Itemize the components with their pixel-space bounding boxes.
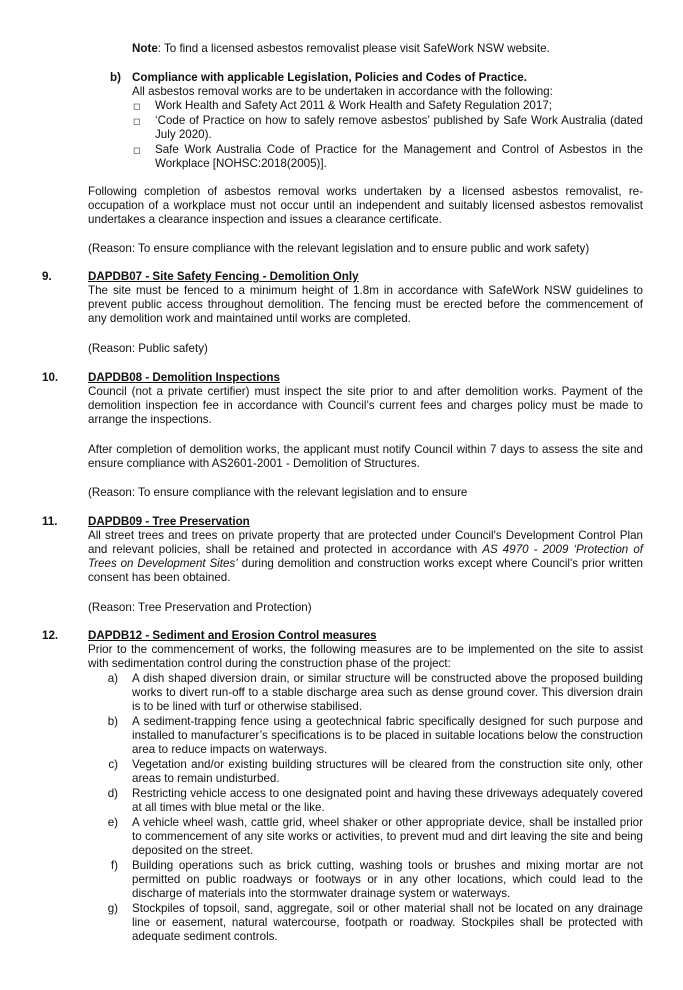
measure-item: Stockpiles of topsoil, sand, aggregate, soil or other material shall not be located on any drainage line or easement, natural watercourse, footpath or roadway. Stockpiles shall be protected with adequate sediment controls. (132, 902, 643, 943)
condition-title: DAPDB08 - Demolition Inspections (88, 371, 280, 384)
checkbox-bullet-icon: ◻ (133, 145, 141, 155)
legislation-item: Work Health and Safety Act 2011 & Work Health and Safety Regulation 2017; (155, 99, 552, 112)
list-letter: c) (108, 758, 118, 771)
section-b-heading: Compliance with applicable Legislation, Policies and Codes of Practice. (132, 71, 527, 84)
condition-title: DAPDB12 - Sediment and Erosion Control measures (88, 629, 377, 642)
condition-title: DAPDB07 - Site Safety Fencing - Demolition Only (88, 270, 359, 283)
condition-body-text: All street trees and trees on private property that are protected under Council's Development Control Plan and relevant policies, shall be retained and protected in accordance with (88, 529, 643, 556)
condition-body: Prior to the commencement of works, the following measures are to be implemented on the site to assist with sedimentation control during the construction phase of the project: (88, 643, 643, 670)
list-letter: g) (107, 902, 118, 915)
list-letter: b) (107, 715, 118, 728)
measure-item: Vegetation and/or existing building structures will be cleared from the construction site only, other areas to remain undisturbed. (132, 758, 643, 785)
note-line (132, 42, 652, 56)
legislation-item: Safe Work Australia Code of Practice for the Management and Control of Asbestos in the Workplace [NOHSC:2018(2005)]. (155, 143, 643, 170)
measure-item: A sediment-trapping fence using a geotechnical fabric specifically designed for such purpose and installed to manufacturer’s specifications is to be placed in suitable locations below the construction area to reduce impacts on waterways. (132, 715, 643, 756)
section-b-marker: b) (110, 71, 121, 84)
legislation-item: ‘Code of Practice on how to safely remove asbestos’ published by Safe Work Australia (dated July 2020). (155, 114, 643, 141)
condition-body: Council (not a private certifier) must inspect the site prior to and after demolition works. Payment of the demolition inspection fee in accordance with Council’s current fees and charges policy must be made to arrange the inspections. (88, 385, 643, 426)
condition-reason: (Reason: To ensure compliance with the relevant legislation and to ensure (88, 486, 468, 499)
measure-item: Building operations such as brick cutting, washing tools or brushes and mixing mortar are not permitted on public roadways or footways or in any other locations, which could lead to the discharge of materials into the stormwater drainage system or waterways. (132, 859, 643, 900)
condition-title: DAPDB09 - Tree Preservation (88, 515, 250, 528)
condition-body: The site must be fenced to a minimum height of 1.8m in accordance with SafeWork NSW guidelines to prevent public access throughout demolition. The fencing must be erected before the commencement of any demolition work and maintained until works are completed. (88, 284, 643, 325)
note-label: Note (132, 42, 158, 55)
asbestos-reason: (Reason: To ensure compliance with the relevant legislation and to ensure public and work safety) (88, 242, 590, 255)
measure-item: Restricting vehicle access to one designated point and having these driveways adequately covered at all times with blue metal or the like. (132, 787, 643, 814)
section-b-intro: All asbestos removal works are to be undertaken in accordance with the following: (132, 85, 553, 98)
measure-item: A vehicle wheel wash, cattle grid, wheel shaker or other appropriate device, shall be installed prior to commencement of any site works or activities, to prevent mud and dirt leaving the site and being deposited on the street. (132, 816, 643, 857)
condition-number: 10. (42, 371, 59, 384)
condition-body (88, 529, 643, 585)
note-text: : To find a licensed asbestos removalist please visit SafeWork NSW website. (157, 42, 550, 55)
standard-reference: AS 4970 - 2009 ‘Protection of Trees on Development Sites’ (88, 543, 643, 570)
checkbox-bullet-icon: ◻ (133, 116, 141, 126)
list-letter: e) (107, 816, 118, 829)
list-letter: a) (107, 672, 118, 685)
measure-item: A dish shaped diversion drain, or similar structure will be constructed above the proposed building works to divert run-off to a stable discharge area such as dense ground cover. This diversion drain is to be lined with turf or otherwise stabilised. (132, 672, 643, 713)
condition-reason: (Reason: Tree Preservation and Protection) (88, 601, 312, 614)
condition-number: 11. (42, 515, 58, 528)
condition-body-2: After completion of demolition works, the applicant must notify Council within 7 days to assess the site and ensure compliance with AS2601-2001 - Demolition of Structures. (88, 443, 643, 470)
condition-reason: (Reason: Public safety) (88, 342, 208, 355)
list-letter: f) (110, 859, 118, 872)
checkbox-bullet-icon: ◻ (133, 101, 141, 111)
condition-number: 9. (42, 270, 52, 283)
condition-number: 12. (42, 629, 59, 642)
asbestos-clearance-paragraph: Following completion of asbestos removal works undertaken by a licensed asbestos removalist, re-occupation of a workplace must not occur until an independent and suitably licensed asbestos removalist undertakes a clearance inspection and issues a clearance certificate. (88, 185, 643, 226)
condition-body-text: during demolition and construction works except where Council's prior written consent has been obtained. (88, 557, 643, 584)
list-letter: d) (107, 787, 118, 800)
